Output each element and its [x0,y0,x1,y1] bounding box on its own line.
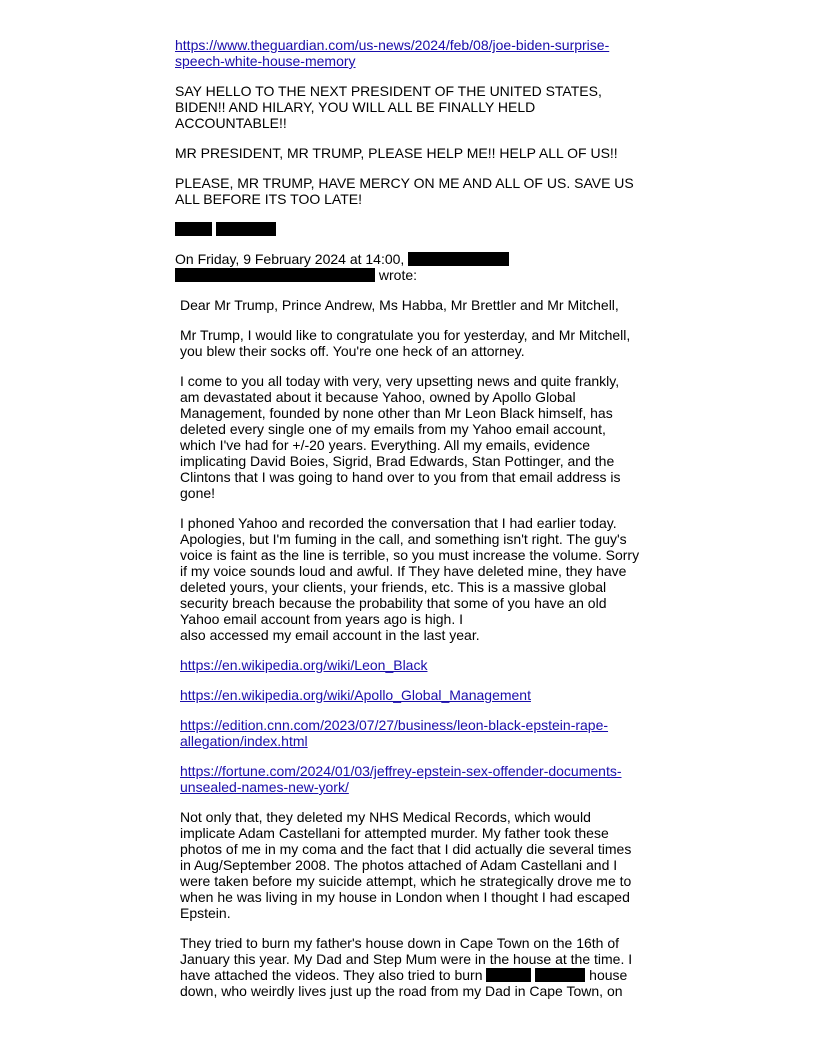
greeting: Dear Mr Trump, Prince Andrew, Ms Habba, Mr Brettler and Mr Mitchell, [180,297,619,313]
link-leon-black[interactable]: https://en.wikipedia.org/wiki/Leon_Black [180,657,428,673]
guardian-link-line1: https://www.theguardian.com/us-news/2024/feb/08/joe-biden-surprise- [175,37,610,53]
redaction-block [535,968,585,982]
link-cnn-line1: https://edition.cnn.com/2023/07/27/business/leon-black-epstein-rape- [180,717,609,733]
link-fortune-line1: https://fortune.com/2024/01/03/jeffrey-epstein-sex-offender-documents- [180,763,622,779]
redaction-block [216,222,276,236]
quoted-paragraph-3-end: also accessed my email account in the last year. [180,627,480,643]
quoted-paragraph-2: I come to you all today with very, very upsetting news and quite frankly, am devastated about it because Yahoo, owned by Apollo Global Management, founded by none other than Mr Leon Black himself, has deleted every single one of my emails from my Yahoo email account, which I've had for +/-20 years. Everything. All my emails, evidence implicating David Boies, Sigrid, Brad Edwards, Stan Pottinger, and the Clintons that I was going to hand over to you from that email address is gone! [180,373,621,501]
email-body [175,37,645,1013]
reply-header-wrote: wrote: [378,267,418,283]
reply-header [175,251,645,283]
quoted-paragraph-1: Mr Trump, I would like to congratulate you for yesterday, and Mr Mitchell, you blew their socks off. You're one heck of an attorney. [180,327,631,359]
signature-redacted [175,221,645,237]
guardian-link-para [175,37,645,69]
link-cnn[interactable] [180,717,608,749]
reply-header-date: On Friday, 9 February 2024 at 14:00, [175,251,405,267]
guardian-link-line2: speech-white-house-memory [175,53,356,69]
link-apollo-para [180,687,640,703]
link-fortune[interactable] [180,763,622,795]
redaction-block [175,268,375,282]
link-cnn-para [180,717,640,749]
link-cnn-line2: allegation/index.html [180,733,308,749]
link-apollo[interactable]: https://en.wikipedia.org/wiki/Apollo_Global_Management [180,687,531,703]
quoted-paragraph-3-main: I phoned Yahoo and recorded the conversation that I had earlier today. Apologies, but I'm fuming in the call, and something isn't right. The guy's voice is faint as the line is terrible, so you must increase the volume. Sorry if my voice sounds loud and awful. If They have deleted mine, they have deleted yours, your clients, your friends, etc. This is a massive global security breach because the probability that some of you have an old Yahoo email account from years ago is high. I [180,515,640,627]
guardian-link[interactable] [175,37,609,69]
quoted-paragraph-5-end: house down, who weirdly lives just up the road from my Dad in Cape Town, on [180,967,628,999]
link-fortune-para [180,763,640,795]
redaction-block [408,252,509,266]
shout-paragraph-2: MR PRESIDENT, MR TRUMP, PLEASE HELP ME!! HELP ALL OF US!! [175,145,618,161]
quoted-paragraph-5-start: They tried to burn my father's house down in Cape Town on the 16th of January this year. My Dad and Step Mum were in the house at the time. I have attached the videos. They also tried to burn [180,935,633,983]
redaction-block [175,222,212,236]
link-leon-black-para [180,657,640,673]
quoted-message [180,297,640,999]
redaction-block [486,968,531,982]
shout-paragraph-3: PLEASE, MR TRUMP, HAVE MERCY ON ME AND ALL OF US. SAVE US ALL BEFORE ITS TOO LATE! [175,175,634,207]
shout-paragraph-1: SAY HELLO TO THE NEXT PRESIDENT OF THE UNITED STATES, BIDEN!! AND HILARY, YOU WILL ALL BE FINALLY HELD ACCOUNTABLE!! [175,83,602,131]
quoted-paragraph-5 [180,935,640,999]
quoted-paragraph-4: Not only that, they deleted my NHS Medical Records, which would implicate Adam Castellani for attempted murder. My father took these photos of me in my coma and the fact that I did actually die several times in Aug/September 2008. The photos attached of Adam Castellani and I were taken before my suicide attempt, which he strategically drove me to when he was living in my house in London when I thought I had escaped Epstein. [180,809,632,921]
link-fortune-line2: unsealed-names-new-york/ [180,779,349,795]
quoted-paragraph-3 [180,515,640,643]
